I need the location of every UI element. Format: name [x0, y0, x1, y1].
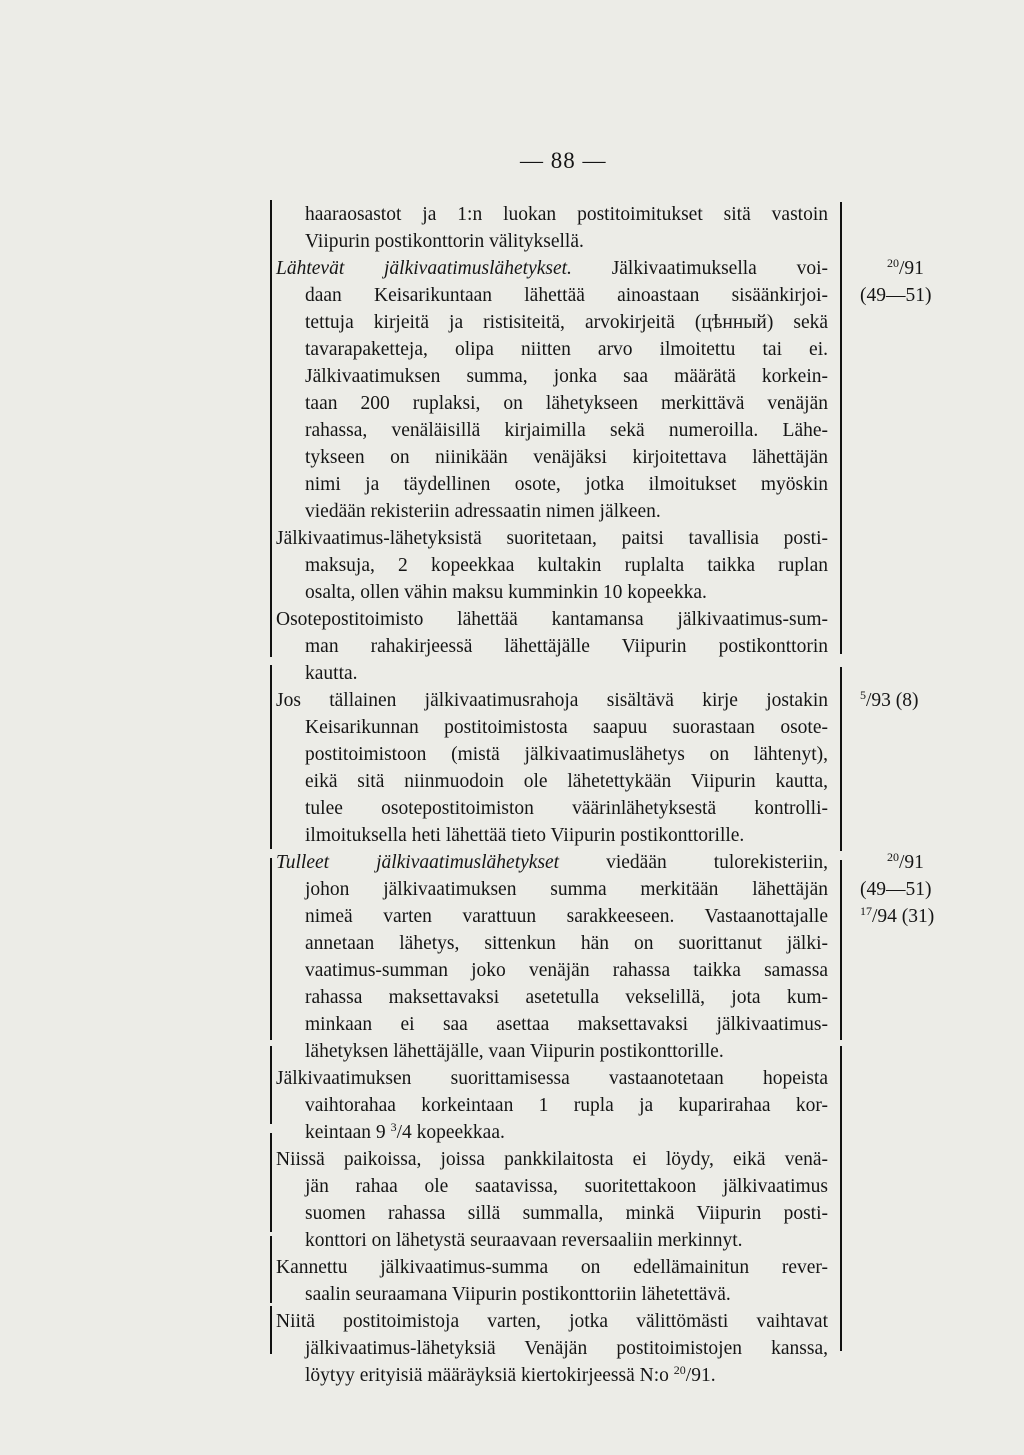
paragraph-line: [305, 1119, 828, 1146]
paragraph-line: suomen rahassa sillä summalla, minkä Viipurin posti-: [305, 1203, 828, 1224]
section-heading: Lähtevät jälkivaatimuslähetykset.: [276, 258, 572, 279]
paragraph-line: Niitä postitoimistoja varten, jotka välittömästi vaihtavat: [276, 1311, 828, 1332]
left-rule: [270, 1306, 272, 1354]
paragraph-line: haaraosastot ja 1:n luokan postitoimitukset sitä vastoin: [305, 204, 828, 225]
margin-note: [887, 849, 924, 876]
paragraph-line: ilmoituksella heti lähettää tieto Viipurin postikonttorille.: [305, 825, 745, 846]
margin-note: [887, 255, 924, 282]
paragraph-line: maksuja, 2 kopeekkaa kultakin ruplalta taikka ruplan: [305, 555, 828, 576]
paragraph-line: rahassa maksettavaksi asetetulla vekselillä, jota kum-: [305, 987, 828, 1008]
margin-note-text: /91: [899, 258, 924, 279]
paragraph-line: Osotepostitoimisto lähettää kantamansa jälkivaatimus-sum-: [276, 609, 828, 630]
paragraph-line: man rahakirjeessä lähettäjälle Viipurin postikonttorin: [305, 636, 828, 657]
margin-note: (49—51): [860, 879, 932, 900]
margin-note-superscript: 20: [887, 256, 899, 270]
margin-note-text: /94 (31): [872, 906, 935, 927]
paragraph-line: annetaan lähetys, sittenkun hän on suorittanut jälki-: [305, 933, 828, 954]
left-rule: [270, 1133, 272, 1232]
paragraph-line: tettuja kirjeitä ja ristisiteitä, arvokirjeitä (цѣнный) sekä: [305, 312, 828, 333]
paragraph-line: Jos tällainen jälkivaatimusrahoja sisältävä kirje jostakin: [276, 690, 828, 711]
right-rule: [840, 1046, 842, 1351]
margin-note-text: /91: [899, 852, 924, 873]
section-heading: Tulleet jälkivaatimuslähetykset: [276, 852, 560, 873]
paragraph-line: taan 200 ruplaksi, on lähetykseen merkittävä venäjän: [305, 393, 828, 414]
left-rule: [270, 665, 272, 849]
paragraph-line: minkaan ei saa asettaa maksettavaksi jälkivaatimus-: [305, 1014, 828, 1035]
paragraph-fragment: /4 kopeekkaa.: [396, 1122, 505, 1143]
paragraph-line: saalin seuraamana Viipurin postikonttoriin lähetettävä.: [305, 1284, 731, 1305]
left-rule: [270, 1236, 272, 1303]
right-rule: [840, 860, 842, 1040]
paragraph-line: tavarapaketteja, olipa niitten arvo ilmoitettu tai ei.: [305, 339, 828, 360]
paragraph-line: [276, 255, 828, 282]
paragraph-line: eikä sitä niinmuodoin ole lähetettykään Viipurin kautta,: [305, 771, 828, 792]
paragraph-line: daan Keisarikuntaan lähettää ainoastaan sisäänkirjoi-: [305, 285, 828, 306]
paragraph-fragment: Jälkivaatimuksella voi-: [571, 258, 828, 279]
paragraph-line: lähetyksen lähettäjälle, vaan Viipurin postikonttorille.: [305, 1041, 724, 1062]
paragraph-fragment: löytyy erityisiä määräyksiä kiertokirjeessä N:o: [305, 1365, 674, 1386]
paragraph-fragment: /91.: [685, 1365, 716, 1386]
paragraph-line: nimeä varten varattuun sarakkeeseen. Vastaanottajalle: [305, 906, 828, 927]
margin-note-superscript: 20: [887, 850, 899, 864]
paragraph-line: [276, 849, 828, 876]
paragraph-line: Jälkivaatimuksen suorittamisessa vastaanotetaan hopeista: [276, 1068, 828, 1089]
page-number: — 88 —: [520, 148, 607, 173]
paragraph-line: Keisarikunnan postitoimistosta saapuu suorastaan osote-: [305, 717, 828, 738]
paragraph-line: osalta, ollen vähin maksu kumminkin 10 kopeekka.: [305, 582, 707, 603]
paragraph-line: nimi ja täydellinen osote, jotka ilmoitukset myöskin: [305, 474, 828, 495]
paragraph-line: tykseen on niinikään venäjäksi kirjoitettava lähettäjän: [305, 447, 828, 468]
margin-note: [860, 903, 934, 930]
paragraph-line: jän rahaa ole saatavissa, suoritettakoon jälkivaatimus: [305, 1176, 828, 1197]
margin-note-text: /93 (8): [866, 690, 919, 711]
paragraph-line: postitoimistoon (mistä jälkivaatimuslähetys on lähtenyt),: [305, 744, 828, 765]
paragraph-line: rahassa, venäläisillä kirjaimilla sekä numeroilla. Lähe-: [305, 420, 828, 441]
paragraph-line: Jälkivaatimuksen summa, jonka saa määrätä korkein-: [305, 366, 828, 387]
paragraph-line: kautta.: [305, 663, 358, 684]
paragraph-line: Viipurin postikonttorin välityksellä.: [305, 231, 584, 252]
paragraph-fragment: keintaan 9: [305, 1122, 391, 1143]
paragraph-line: konttori on lähetystä seuraavaan reversaaliin merkinnyt.: [305, 1230, 743, 1251]
left-rule: [270, 200, 272, 657]
fraction-numerator: 3: [390, 1120, 397, 1134]
paragraph-line: [305, 1362, 828, 1389]
margin-note: [860, 687, 919, 714]
paragraph-line: viedään rekisteriin adressaatin nimen jälkeen.: [305, 501, 661, 522]
paragraph-line: vaihtorahaa korkeintaan 1 rupla ja kuparirahaa kor-: [305, 1095, 828, 1116]
paragraph-fragment: viedään tulorekisteriin,: [559, 852, 828, 873]
left-rule: [270, 1046, 272, 1124]
margin-note-superscript: 17: [860, 904, 872, 918]
paragraph-line: Kannettu jälkivaatimus-summa on edellämainitun rever-: [276, 1257, 828, 1278]
paragraph-line: tulee osotepostitoimiston väärinlähetyksestä kontrolli-: [305, 798, 828, 819]
paragraph-line: vaatimus-summan joko venäjän rahassa taikka samassa: [305, 960, 828, 981]
left-rule: [270, 858, 272, 1040]
right-rule: [840, 202, 842, 654]
circular-reference-number: 20: [673, 1363, 686, 1377]
margin-note-superscript: 5: [860, 688, 866, 702]
paragraph-line: jälkivaatimus-lähetyksiä Venäjän postitoimistojen kanssa,: [305, 1338, 828, 1359]
margin-note: (49—51): [860, 285, 932, 306]
paragraph-line: Jälkivaatimus-lähetyksistä suoritetaan, paitsi tavallisia posti-: [276, 528, 828, 549]
paragraph-line: Niissä paikoissa, joissa pankkilaitosta ei löydy, eikä venä-: [276, 1149, 828, 1170]
right-rule: [840, 667, 842, 851]
paragraph-line: johon jälkivaatimuksen summa merkitään lähettäjän: [305, 879, 828, 900]
